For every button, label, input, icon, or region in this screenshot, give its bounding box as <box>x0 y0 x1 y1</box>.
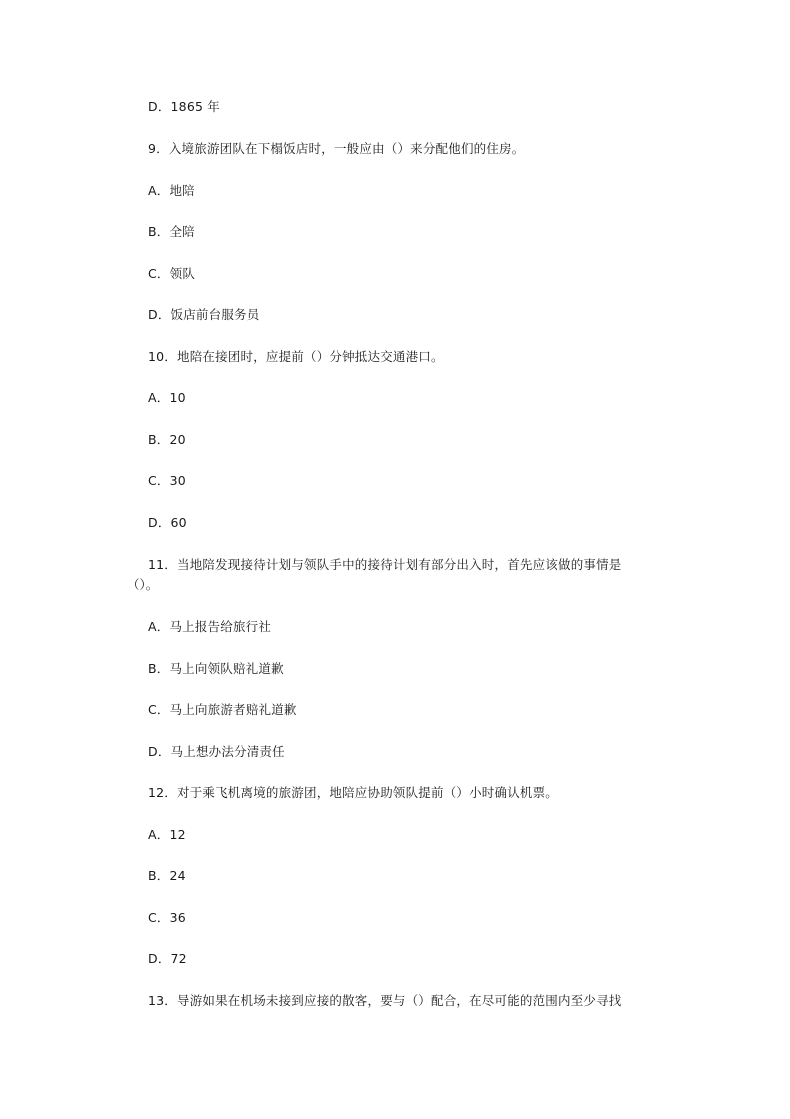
question-11-continued: （）。 <box>127 577 159 592</box>
option-c-q11: C．马上向旅游者赔礼道歉 <box>148 702 297 717</box>
option-d-q8: D．1865 年 <box>148 99 221 114</box>
question-11: 11．当地陪发现接待计划与领队手中的接待计划有部分出入时，首先应该做的事情是 <box>148 557 622 572</box>
option-c-q10: C．30 <box>148 473 186 488</box>
option-d-q9: D．饭店前台服务员 <box>148 307 260 322</box>
question-10: 10．地陪在接团时，应提前（）分钟抵达交通港口。 <box>148 349 444 364</box>
option-d-q11: D．马上想办法分清责任 <box>148 744 285 759</box>
option-a-q12: A．12 <box>148 827 186 842</box>
question-12: 12．对于乘飞机离境的旅游团，地陪应协助领队提前（）小时确认机票。 <box>148 785 559 800</box>
option-b-q11: B．马上向领队赔礼道歉 <box>148 661 284 676</box>
option-a-q9: A．地陪 <box>148 183 195 198</box>
question-9: 9．入境旅游团队在下榻饭店时，一般应由（）来分配他们的住房。 <box>148 141 525 156</box>
option-c-q12: C．36 <box>148 910 186 925</box>
option-c-q9: C．领队 <box>148 266 196 281</box>
option-d-q10: D．60 <box>148 515 187 530</box>
option-a-q11: A．马上报告给旅行社 <box>148 619 272 634</box>
option-a-q10: A．10 <box>148 390 186 405</box>
option-b-q10: B．20 <box>148 432 186 447</box>
question-13: 13．导游如果在机场未接到应接的散客，要与（）配合，在尽可能的范围内至少寻找 <box>148 993 622 1008</box>
option-b-q9: B．全陪 <box>148 224 195 239</box>
option-d-q12: D．72 <box>148 951 187 966</box>
option-b-q12: B．24 <box>148 868 186 883</box>
